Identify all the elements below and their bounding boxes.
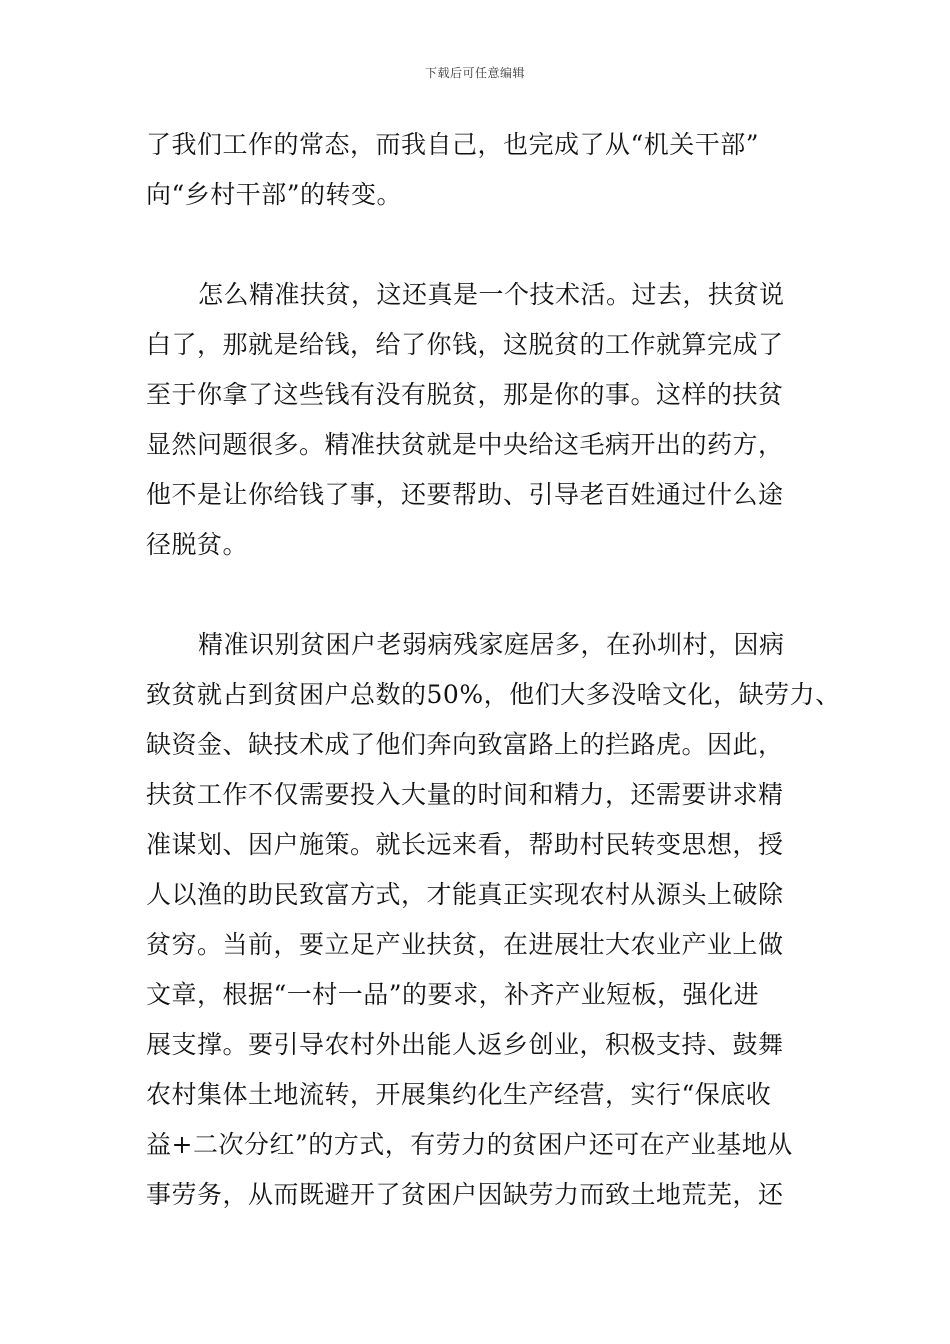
paragraph-3 — [146, 620, 846, 1220]
paragraph-line: 展支撑。要引导农村外出能人返乡创业，积极支持、鼓舞 — [146, 1030, 784, 1059]
page-header: 下载后可任意编辑 — [424, 66, 525, 80]
paragraph-line: 他不是让你给钱了事，还要帮助、引导老百姓通过什么途 — [146, 480, 784, 509]
paragraph-line: 文章，根据“一村一品”的要求，补齐产业短板，强化进 — [146, 980, 760, 1009]
paragraph-line: 事劳务，从而既避开了贫困户因缺劳力而致土地荒芜，还 — [146, 1180, 784, 1209]
paragraph-line: 径脱贫。 — [146, 530, 249, 559]
paragraph-line: 显然问题很多。精准扶贫就是中央给这毛病开出的药方， — [146, 430, 784, 459]
paragraph-line: 扶贫工作不仅需要投入大量的时间和精力，还需要讲求精 — [146, 780, 784, 809]
paragraph-line: 人以渔的助民致富方式，才能真正实现农村从源头上破除 — [146, 880, 784, 909]
paragraph-gap — [146, 570, 846, 620]
paragraph-line: 了我们工作的常态，而我自己，也完成了从“机关干部” — [146, 130, 760, 159]
paragraph-1 — [146, 120, 846, 220]
paragraph-line: 白了，那就是给钱，给了你钱，这脱贫的工作就算完成了 — [146, 330, 784, 359]
paragraph-line: 准谋划、因户施策。就长远来看，帮助村民转变思想，授 — [146, 830, 784, 859]
paragraph-line: 益+二次分红”的方式，有劳力的贫困户还可在产业基地从 — [146, 1130, 793, 1159]
paragraph-line: 贫穷。当前，要立足产业扶贫，在进展壮大农业产业上做 — [146, 930, 784, 959]
paragraph-gap — [146, 220, 846, 270]
paragraph-line: 致贫就占到贫困户总数的50%，他们大多没啥文化，缺劳力、 — [146, 680, 841, 709]
paragraph-line: 农村集体土地流转，开展集约化生产经营，实行“保底收 — [146, 1080, 772, 1109]
paragraph-line: 缺资金、缺技术成了他们奔向致富路上的拦路虎。因此， — [146, 730, 784, 759]
document-body — [146, 120, 846, 1220]
paragraph-line: 向“乡村干部”的转变。 — [146, 180, 403, 209]
paragraph-line: 至于你拿了这些钱有没有脱贫，那是你的事。这样的扶贫 — [146, 380, 784, 409]
paragraph-line: 精准识别贫困户老弱病残家庭居多，在孙圳村，因病 — [198, 630, 785, 659]
paragraph-2 — [146, 270, 846, 570]
paragraph-line: 怎么精准扶贫，这还真是一个技术活。过去，扶贫说 — [198, 280, 785, 309]
